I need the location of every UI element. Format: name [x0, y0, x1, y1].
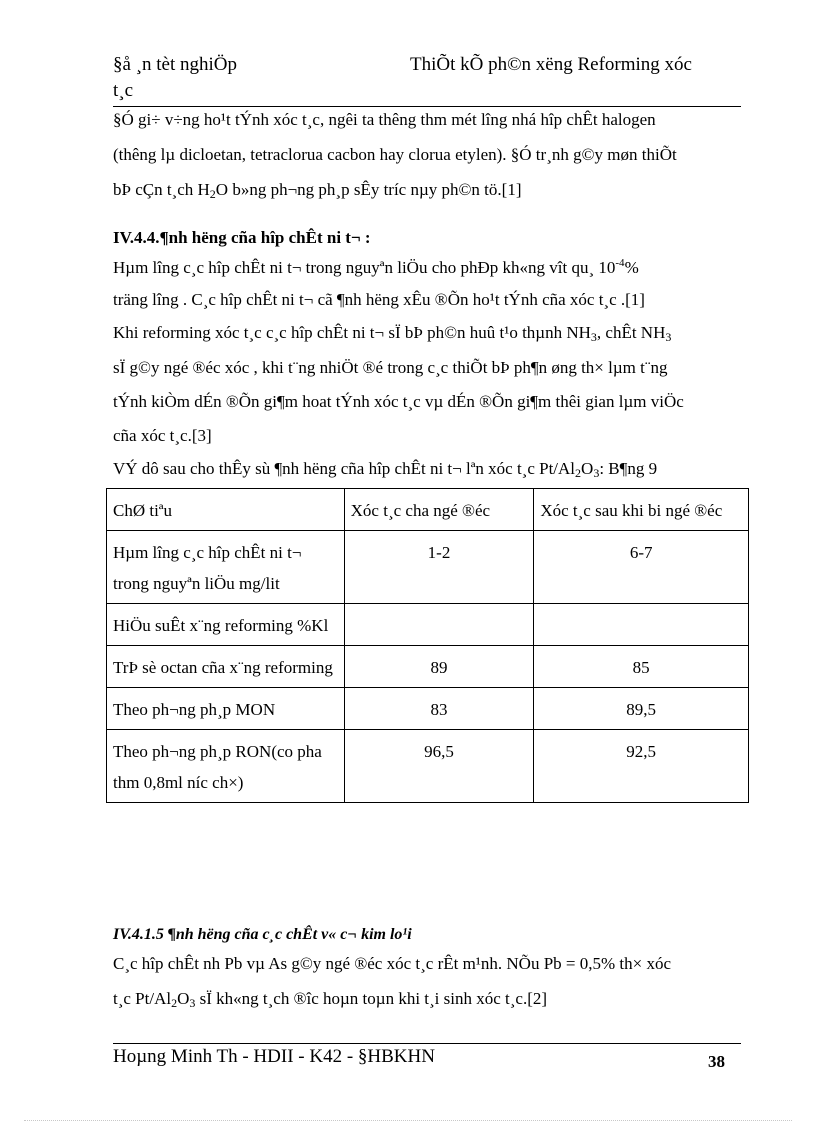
table-row [107, 688, 749, 730]
paragraph-line: Hµm lîng c¸c hîp chÊt ni t¬ trong nguyªn liÖu cho phÐp kh«ng vît qu¸ $10^{-4}\%$ [113, 257, 639, 277]
paragraph-line: t¸c $Pt/Al_2O_3$ sÏ kh«ng t¸ch ®îc hoµn toµn khi t¸i sinh xóc t¸c.[2] [113, 989, 548, 1010]
paragraph-line: (thêng lµ dicloetan, tetraclorua cacbon hay clorua etylen). §Ó tr¸nh g©y møn thiÕt [113, 145, 677, 164]
table-row [107, 646, 749, 688]
table-cell-label: HiÖu suÊt x¨ng reforming %Kl [107, 604, 345, 646]
table-row [107, 730, 749, 803]
table-cell-value: 89 [344, 646, 534, 688]
footer-divider [113, 1043, 741, 1044]
table-cell-value [534, 604, 749, 646]
paragraph-line: sÏ g©y ngé ®éc xóc , khi t¨ng nhiÖt ®é trong c¸c thiÕt bÞ ph¶n øng th× lµm t¨ng [113, 358, 668, 377]
table-row [107, 604, 749, 646]
paragraph-line: §Ó gi÷ v÷ng ho¹t tÝnh xóc t¸c, ngêi ta thêng thm mét lîng nhá hîp chÊt halogen [113, 110, 656, 129]
table-header-cell: ChØ tiªu [107, 489, 345, 531]
table-caption: VÝ dô sau cho thÊy sù ¶nh hëng cña hîp chÊt ni t¬ lªn xóc t¸c $Pt/Al_2O_3$: B¶ng 9 [113, 459, 658, 480]
paragraph-line: Khi reforming xóc t¸c c¸c hîp chÊt ni t¬ sÏ bÞ ph©n huû t¹o thµnh $NH_3$, chÊt $NH_3$ [113, 323, 672, 344]
table-cell-label: TrÞ sè octan cña x¨ng reforming [107, 646, 345, 688]
table-cell-value: 89,5 [534, 688, 749, 730]
table-cell-label: Theo ph¬ng ph¸p RON(co pha thm 0,8ml níc ch×) [107, 730, 345, 803]
header-thesis-label: §å ¸n tèt nghiÖp t¸c [113, 54, 238, 101]
paragraph-line: C¸c hîp chÊt nh Pb vµ As g©y ngé ®éc xóc t¸c rÊt m¹nh. NÕu Pb = 0,5% th× xóc [113, 954, 672, 973]
nitrogen-effect-table [106, 488, 749, 803]
table-header-row [107, 489, 749, 531]
table-cell-value: 85 [534, 646, 749, 688]
table-cell-value: 83 [344, 688, 534, 730]
paragraph-line: bÞ cÇn t¸ch $H_2O$ b»ng ph¬ng ph¸p sÊy tríc nµy ph©n tö.[1] [113, 180, 522, 201]
page-bottom-dotted-line [24, 1120, 792, 1121]
paragraph-line: cña xóc t¸c.[3] [113, 426, 212, 445]
table-cell-value: 1-2 [344, 531, 534, 604]
section-heading-inorganic-metals: IV.4.1.5 ¶nh hëng cña c¸c chÊt v« c¬ kim lo¹i [113, 926, 412, 943]
header-title: ThiÕt kÕ ph©n xëng Reforming xóc [410, 54, 692, 75]
table-cell-value: 6-7 [534, 531, 749, 604]
page-number: 38 [708, 1052, 725, 1071]
table-cell-value: 92,5 [534, 730, 749, 803]
paragraph-line: tÝnh kiÒm dÉn ®Õn gi¶m hoat tÝnh xóc t¸c vµ dÉn ®Õn gi¶m thêi gian lµm viÖc [113, 392, 684, 411]
section-heading-nitrogen: IV.4.4.¶nh hëng cña hîp chÊt ni t¬ : [113, 228, 371, 247]
table-cell-label: Theo ph¬ng ph¸p MON [107, 688, 345, 730]
paragraph-line: träng lîng . C¸c hîp chÊt ni t¬ cã ¶nh hëng xÊu ®Õn ho¹t tÝnh cña xóc t¸c .[1] [113, 290, 645, 309]
table-cell-label: Hµm lîng c¸c hîp chÊt ni t¬ trong nguyªn liÖu mg/lit [107, 531, 345, 604]
header-divider [113, 106, 741, 107]
table-header-cell: Xóc t¸c cha ngé ®éc [344, 489, 534, 531]
table-header-cell: Xóc t¸c sau khi bi ngé ®éc [534, 489, 749, 531]
footer-author: Hoµng Minh Th - HDII - K42 - §HBKHN [113, 1046, 435, 1067]
table-cell-value [344, 604, 534, 646]
table-cell-value: 96,5 [344, 730, 534, 803]
table-row [107, 531, 749, 604]
